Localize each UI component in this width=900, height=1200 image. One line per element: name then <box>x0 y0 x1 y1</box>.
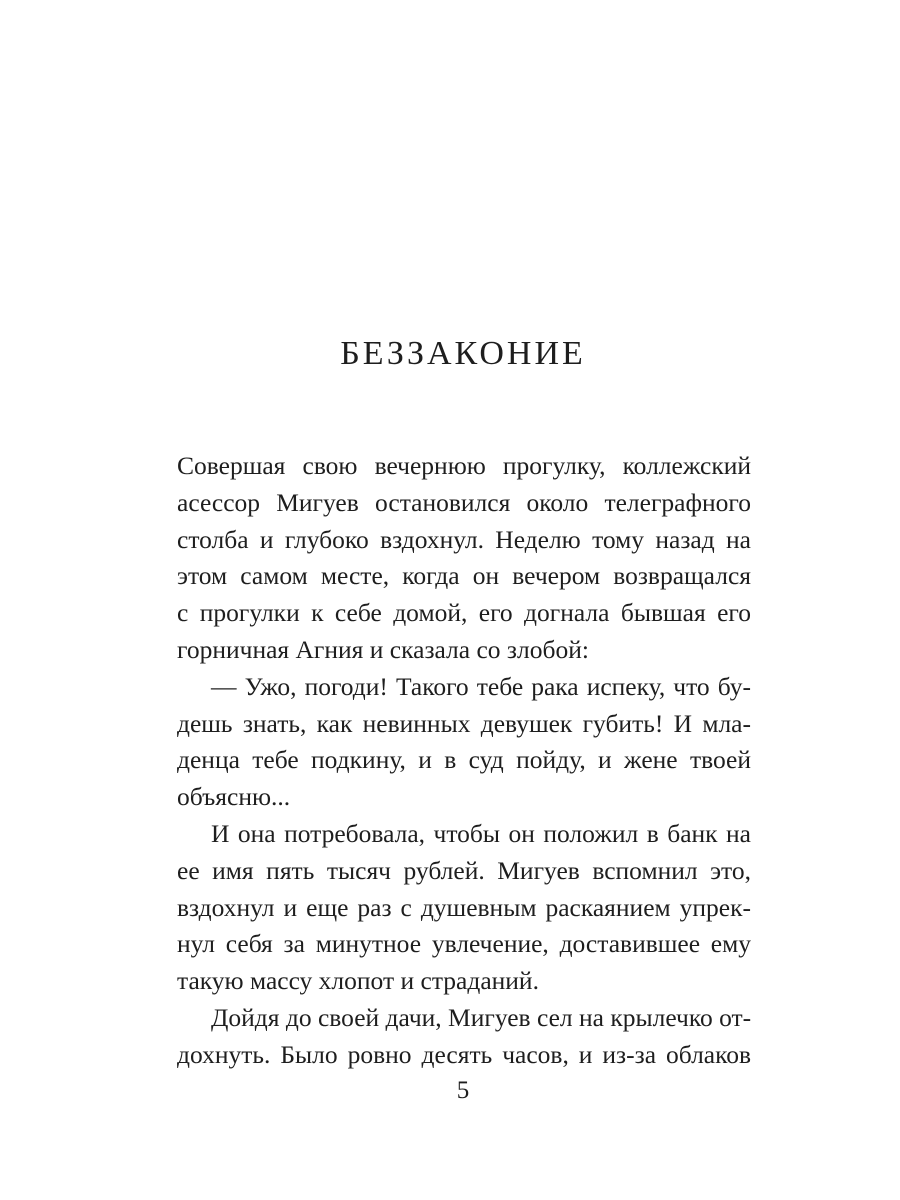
text-line: дохнуть. Было ровно десять часов, и из-за облаков <box>177 1039 751 1069</box>
text-line: этом самом месте, когда он вечером возвращался <box>177 561 751 591</box>
paragraph <box>177 448 751 669</box>
text-line: вздохнул и еще раз с душевным раскаянием упрек- <box>177 892 751 922</box>
paragraph <box>177 816 751 1000</box>
text-line: дешь знать, как невинных девушек губить! И мла- <box>177 708 751 738</box>
text-line: — Ужо, погоди! Такого тебе рака испеку, что бу- <box>211 671 751 701</box>
text-line: объясню... <box>177 782 291 812</box>
text-line: нул себя за минутное увлечение, доставившее ему <box>177 929 751 959</box>
paragraph <box>177 669 751 816</box>
text-line: горничная Агния и сказала со злобой: <box>177 634 589 664</box>
body-text <box>177 448 751 1074</box>
page-number: 5 <box>456 1077 470 1104</box>
text-line: И она потребовала, чтобы он положил в банк на <box>211 818 751 848</box>
chapter-title: БЕЗЗАКОНИЕ <box>340 335 586 372</box>
text-line: ее имя пять тысяч рублей. Мигуев вспомнил это, <box>177 855 751 885</box>
text-line: столба и глубоко вздохнул. Неделю тому назад на <box>177 524 751 554</box>
text-line: денца тебе подкину, и в суд пойду, и жене твоей <box>177 745 751 775</box>
text-line: Совершая свою вечернюю прогулку, коллежский <box>177 451 751 480</box>
paragraph <box>177 1000 751 1074</box>
text-line: асессор Мигуев остановился около телеграфного <box>177 487 751 517</box>
text-line: Дойдя до своей дачи, Мигуев сел на крылечко от- <box>211 1002 752 1032</box>
text-line: такую массу хлопот и страданий. <box>177 966 539 996</box>
text-line: с прогулки к себе домой, его догнала бывшая его <box>177 598 751 628</box>
